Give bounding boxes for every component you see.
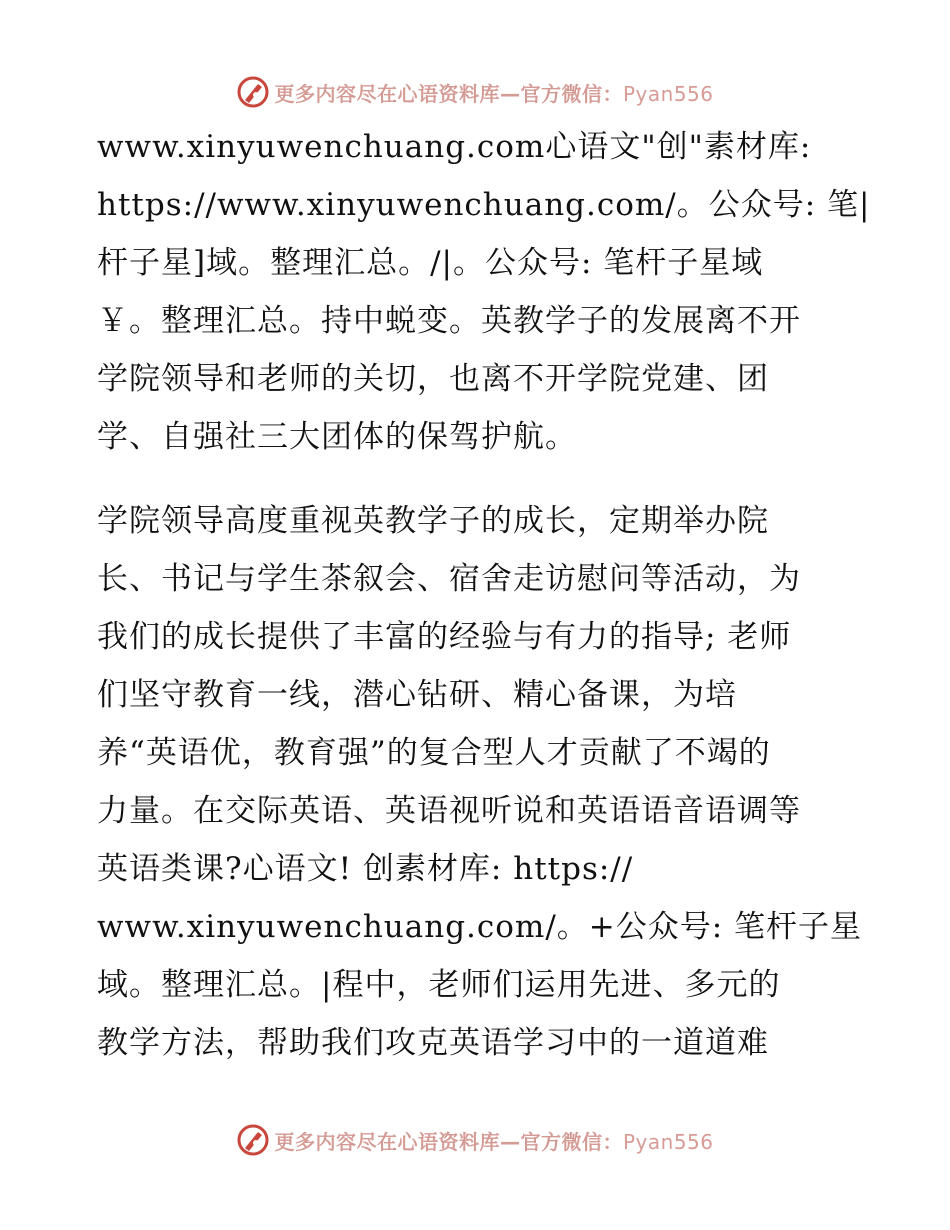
banner-separator: — (499, 1129, 521, 1154)
text-line: 长、书记与学生茶叙会、宿舍走访慰问等活动，为 (97, 561, 801, 597)
paragraph-1 (97, 118, 871, 466)
document-body (97, 118, 871, 1072)
text-line: www.xinyuwenchuang.com心语文"创"素材库: (97, 129, 812, 165)
pen-logo-icon (236, 75, 270, 109)
text-line: www.xinyuwenchuang.com/。+公众号: 笔杆子星 (97, 909, 863, 945)
text-line: 学院领导和老师的关切，也离不开学院党建、团 (97, 361, 769, 397)
text-line: 学院领导高度重视英教学子的成长，定期举办院 (97, 503, 769, 539)
banner-wechat-label: 官方微信： (520, 1129, 623, 1154)
text-line: 我们的成长提供了丰富的经验与有力的指导; 老师 (97, 619, 792, 655)
text-line: 杆子星]域。整理汇总。/|。公众号: 笔杆子星域 (97, 245, 764, 281)
banner-separator: — (499, 81, 521, 106)
text-line: ￥。整理汇总。持中蜕变。英教学子的发展离不开 (97, 303, 801, 339)
text-line: 教学方法，帮助我们攻克英语学习中的一道道难 (97, 1025, 769, 1061)
page-footer-banner (0, 1120, 950, 1160)
page-header-banner (0, 72, 950, 112)
pen-logo-icon (236, 1123, 270, 1157)
paragraph-gap (97, 466, 857, 492)
paragraph-2 (97, 492, 863, 1072)
text-line: 英语类课?心语文! 创素材库: https:// (97, 851, 634, 887)
text-line: https://www.xinyuwenchuang.com/。公众号: 笔| (97, 187, 871, 223)
banner-wechat-id: Pyan556 (622, 81, 714, 106)
text-line: 域。整理汇总。|程中，老师们运用先进、多元的 (97, 967, 781, 1003)
banner-main-text: 更多内容尽在心语资料库 (274, 1129, 500, 1154)
banner-wechat-id: Pyan556 (622, 1129, 714, 1154)
banner-main-text: 更多内容尽在心语资料库 (274, 81, 500, 106)
text-line: 学、自强社三大团体的保驾护航。 (97, 419, 577, 455)
header-banner-text (274, 78, 713, 107)
footer-banner-text (274, 1126, 713, 1155)
text-line: 养“英语优，教育强”的复合型人才贡献了不竭的 (97, 735, 771, 771)
text-line: 们坚守教育一线，潜心钻研、精心备课，为培 (97, 677, 737, 713)
banner-wechat-label: 官方微信： (520, 81, 623, 106)
text-line: 力量。在交际英语、英语视听说和英语语音语调等 (97, 793, 801, 829)
